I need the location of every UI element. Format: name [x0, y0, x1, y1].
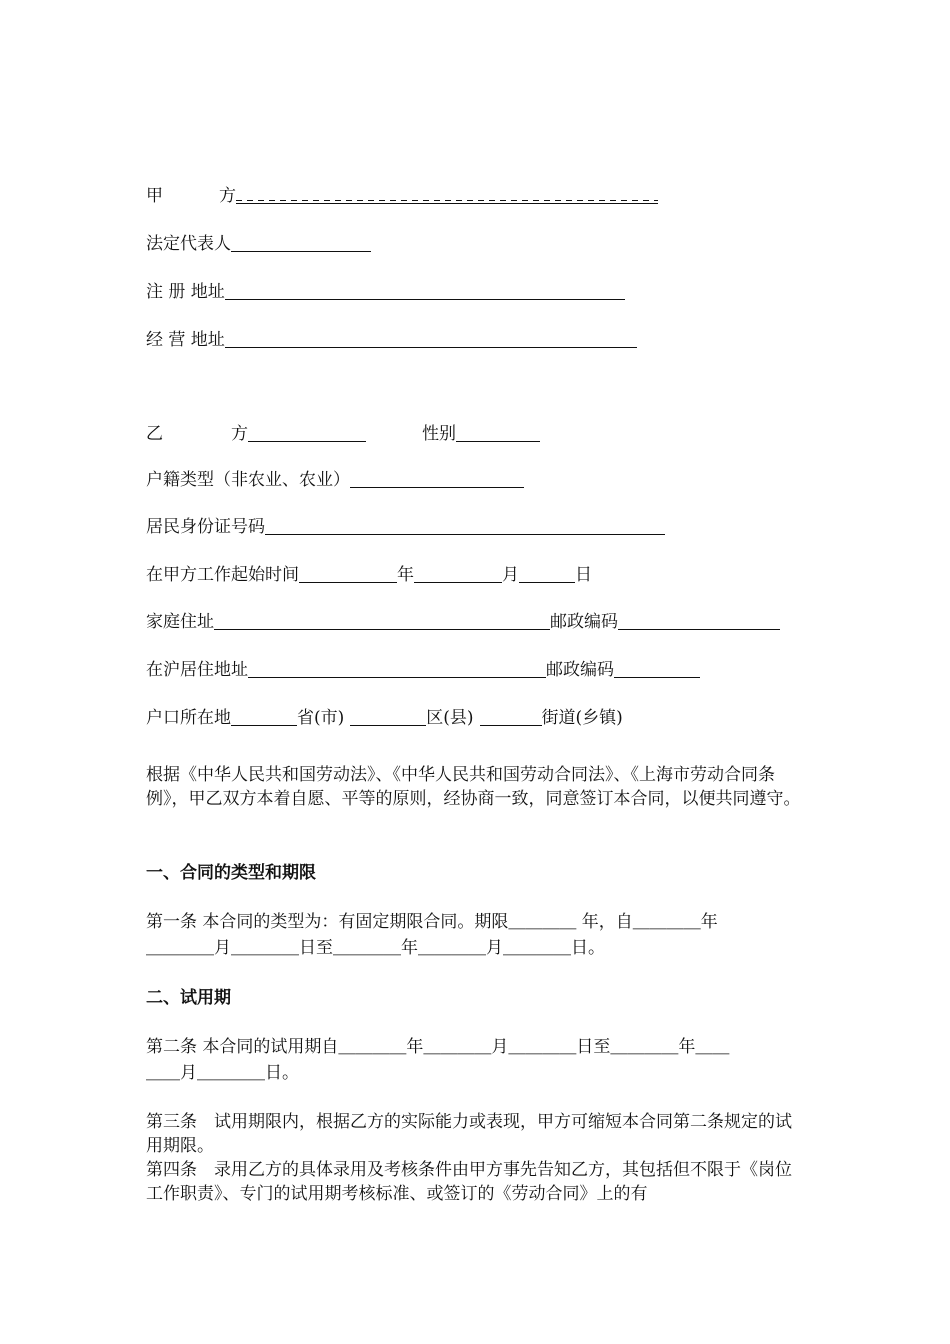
district-field[interactable]: [350, 707, 426, 726]
sh-addr-field[interactable]: [248, 659, 546, 678]
gender-label: 性别: [422, 424, 456, 444]
article1-line1: 第一条 本合同的类型为：有固定期限合同。期限＿＿＿＿ 年，自＿＿＿＿年: [146, 912, 718, 932]
party-b-row: [146, 422, 540, 446]
party-a-name-field[interactable]: [236, 185, 658, 204]
gender-field[interactable]: [456, 423, 540, 442]
article2-line2: ＿＿月＿＿＿＿日。: [146, 1063, 299, 1083]
start-time-row: [146, 563, 592, 587]
legal-rep-row: [146, 232, 371, 256]
start-year-field[interactable]: [299, 564, 397, 583]
article1-line2: ＿＿＿＿月＿＿＿＿日至＿＿＿＿年＿＿＿＿月＿＿＿＿日。: [146, 938, 605, 958]
section1-heading: 一、合同的类型和期限: [146, 863, 316, 883]
legal-rep-field[interactable]: [231, 233, 371, 252]
party-a-label-jia: 甲: [146, 186, 163, 206]
day-label: 日: [575, 565, 592, 585]
sh-addr-label: 在沪居住地址: [146, 660, 248, 680]
home-addr-row: [146, 610, 780, 634]
street-field[interactable]: [480, 707, 542, 726]
postcode-label: 邮政编码: [550, 612, 618, 632]
month-label: 月: [502, 565, 519, 585]
start-day-field[interactable]: [519, 564, 575, 583]
household-field[interactable]: [350, 469, 524, 488]
year-label: 年: [397, 565, 414, 585]
household-row: [146, 468, 524, 492]
party-b-name-field[interactable]: [248, 423, 366, 442]
id-label: 居民身份证号码: [146, 517, 265, 537]
article4: 第四条 录用乙方的具体录用及考核条件由甲方事先告知乙方，其包括但不限于《岗位工作职责》、专门的试用期考核标准、或签订的《劳动合同》上的有: [146, 1160, 792, 1204]
sh-addr-row: [146, 658, 700, 682]
reg-addr-label: 注 册 地址: [146, 282, 225, 302]
street-label: 街道(乡镇): [541, 708, 623, 728]
party-b-label-yi: 乙: [146, 424, 163, 444]
intro-paragraph: 根据《中华人民共和国劳动法》、《中华人民共和国劳动合同法》、《上海市劳动合同条例》，甲乙双方本着自愿、平等的原则，经协商一致，同意签订本合同，以便共同遵守。: [146, 765, 801, 809]
article3: 第三条 试用期限内，根据乙方的实际能力或表现，甲方可缩短本合同第二条规定的试用期限。: [146, 1112, 792, 1156]
id-row: [146, 515, 665, 539]
hukou-row: [146, 706, 623, 730]
party-b-label-fang: 方: [231, 424, 248, 444]
postcode2-label: 邮政编码: [546, 660, 614, 680]
province-field[interactable]: [231, 707, 297, 726]
reg-addr-field[interactable]: [225, 281, 625, 300]
op-addr-label: 经 营 地址: [146, 330, 225, 350]
op-addr-row: [146, 328, 637, 352]
home-addr-field[interactable]: [214, 611, 550, 630]
district-label: 区(县): [426, 708, 474, 728]
party-a-row: [146, 184, 658, 208]
postcode2-field[interactable]: [614, 659, 700, 678]
legal-rep-label: 法定代表人: [146, 234, 231, 254]
start-time-label: 在甲方工作起始时间: [146, 565, 299, 585]
reg-addr-row: [146, 280, 625, 304]
province-label: 省(市): [297, 708, 345, 728]
start-month-field[interactable]: [414, 564, 502, 583]
op-addr-field[interactable]: [225, 329, 637, 348]
article2-line1: 第二条 本合同的试用期自＿＿＿＿年＿＿＿＿月＿＿＿＿日至＿＿＿＿年＿＿: [146, 1037, 730, 1057]
hukou-label: 户口所在地: [146, 708, 231, 728]
party-a-label-fang: 方: [219, 186, 236, 206]
home-addr-label: 家庭住址: [146, 612, 214, 632]
section2-heading: 二、试用期: [146, 988, 231, 1008]
postcode-field[interactable]: [618, 611, 780, 630]
id-field[interactable]: [265, 516, 665, 535]
household-label: 户籍类型（非农业、农业）: [146, 470, 350, 490]
